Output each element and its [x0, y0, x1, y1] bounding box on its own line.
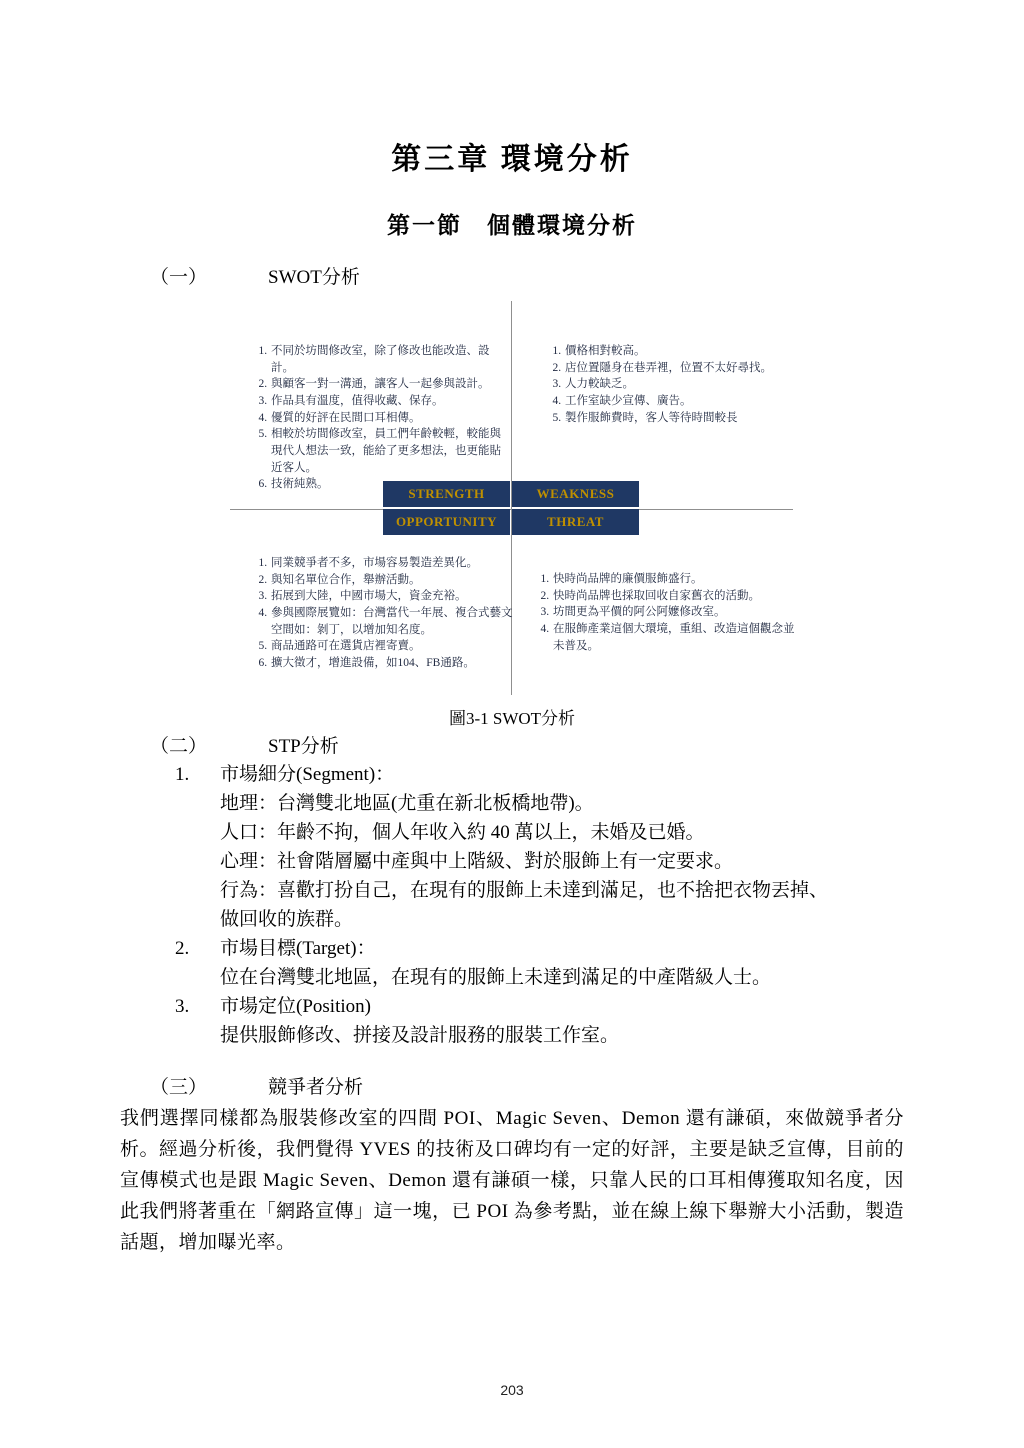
stp-item-title: 市場細分(Segment)：: [220, 764, 395, 785]
swot-threat-item: 4. 在服飾產業這個大環境，重組、改造這個觀念並未普及。: [552, 621, 798, 654]
swot-diagram: [0, 299, 1024, 699]
chapter-title: 第三章 環境分析: [391, 143, 633, 176]
stp-detail-line: 提供服飾修改、拼接及設計服務的服裝工作室。: [220, 1025, 620, 1046]
swot-strength-item: 3. 作品具有溫度，值得收藏、保存。: [270, 393, 512, 410]
swot-threats-list: [536, 571, 798, 654]
stp-item-number: 2.: [175, 938, 190, 959]
swot-opportunity-item: 1. 同業競爭者不多，市場容易製造差異化。: [270, 555, 514, 572]
stp-item-number: 3.: [175, 996, 190, 1017]
stp-heading-label: （二）: [150, 736, 208, 757]
stp-heading-title: STP分析: [268, 736, 339, 757]
swot-strength-item: 1. 不同於坊間修改室，除了修改也能改造、設計。: [270, 343, 512, 376]
competitor-analysis-paragraph: 我們選擇同樣都為服裝修改室的四間 POI、Magic Seven、Demon 還有謙碩，來做競爭者分析。經過分析後，我們覺得 YVES 的技術及口碑均有一定的好評，主要是缺乏宣傳，目前的宣傳模式也是跟 Magic Seven、Demon 還有謙碩一樣，只靠人民的口耳相傳獲取知名度，因此我們將著重在「網路宣傳」這一塊，已 POI 為參考點，並在線上線下舉辦大小活動，製造話題，增加曝光率。: [120, 1108, 904, 1253]
opportunity-quadrant-label: OPPORTUNITY: [383, 509, 510, 535]
stp-detail-line: 地理：台灣雙北地區(尤重在新北板橋地帶)。: [220, 793, 594, 814]
swot-quadrant-labels: [383, 481, 639, 535]
swot-heading: [150, 264, 904, 291]
stp-detail-line: 做回收的族群。: [220, 909, 354, 930]
swot-heading-title: SWOT分析: [268, 267, 360, 288]
weakness-quadrant-label: WEAKNESS: [512, 481, 639, 507]
stp-item-title: 市場定位(Position): [220, 996, 371, 1017]
swot-opportunity-item: 4. 參與國際展覽如：台灣當代一年展、複合式藝文空間如：剝丁，以增加知名度。: [270, 605, 514, 638]
competitor-heading: [150, 1074, 904, 1101]
swot-weakness-item: 4. 工作室缺少宣傳、廣告。: [564, 393, 806, 410]
stp-detail-line: 行為：喜歡打扮自己，在現有的服飾上未達到滿足，也不捨把衣物丟掉、: [220, 880, 829, 901]
swot-weakness-item: 3. 人力較缺乏。: [564, 376, 806, 393]
stp-detail-line: 心理：社會階層屬中產與中上階級、對於服飾上有一定要求。: [220, 851, 734, 872]
swot-threat-item: 1. 快時尚品牌的廉價服飾盛行。: [552, 571, 798, 588]
stp-item-title: 市場目標(Target)：: [220, 938, 376, 959]
page-number: 203: [500, 1382, 524, 1398]
stp-detail-line: 位在台灣雙北地區，在現有的服飾上未達到滿足的中產階級人士。: [220, 967, 772, 988]
swot-opportunity-item: 6. 擴大徵才，增進設備，如104、FB通路。: [270, 655, 514, 672]
swot-weaknesses-list: [548, 343, 806, 426]
stp-item-segment: [175, 760, 904, 934]
swot-opportunity-item: 2. 與知名單位合作，舉辦活動。: [270, 572, 514, 589]
swot-threat-item: 2. 快時尚品牌也採取回收自家舊衣的活動。: [552, 588, 798, 605]
figure-caption: 圖3-1 SWOT分析: [448, 709, 576, 728]
swot-strengths-list: [254, 343, 512, 493]
swot-weakness-item: 5. 製作服飾費時，客人等待時間較長: [564, 410, 806, 427]
threat-quadrant-label: THREAT: [512, 509, 639, 535]
swot-opportunity-item: 3. 拓展到大陸，中國市場大，資金充裕。: [270, 588, 514, 605]
swot-threat-item: 3. 坊間更為平價的阿公阿嬤修改室。: [552, 604, 798, 621]
swot-strength-item: 4. 優質的好評在民間口耳相傳。: [270, 410, 512, 427]
swot-opportunities-list: [254, 555, 514, 672]
competitor-heading-title: 競爭者分析: [268, 1077, 364, 1098]
swot-strength-item: 6. 技術純熟。: [270, 476, 512, 493]
swot-weakness-item: 2. 店位置隱身在巷弄裡，位置不太好尋找。: [564, 360, 806, 377]
stp-item-number: 1.: [175, 764, 190, 785]
swot-strength-item: 2. 與顧客一對一溝通，讓客人一起參與設計。: [270, 376, 512, 393]
strength-quadrant-label: STRENGTH: [383, 481, 510, 507]
stp-item-target: [175, 934, 904, 992]
swot-weakness-item: 1. 價格相對較高。: [564, 343, 806, 360]
swot-opportunity-item: 5. 商品通路可在選貨店裡寄賣。: [270, 638, 514, 655]
stp-heading: [150, 733, 904, 760]
stp-detail-line: 人口：年齡不拘，個人年收入約 40 萬以上，未婚及已婚。: [220, 822, 705, 843]
section-title: 第一節 個體環境分析: [387, 213, 637, 238]
swot-heading-label: （一）: [150, 267, 208, 288]
stp-item-position: [175, 992, 904, 1050]
competitor-heading-label: （三）: [150, 1077, 208, 1098]
swot-strength-item: 5. 相較於坊間修改室，員工們年齡較輕，較能與現代人想法一致，能給了更多想法，也更能貼近客人。: [270, 426, 512, 476]
